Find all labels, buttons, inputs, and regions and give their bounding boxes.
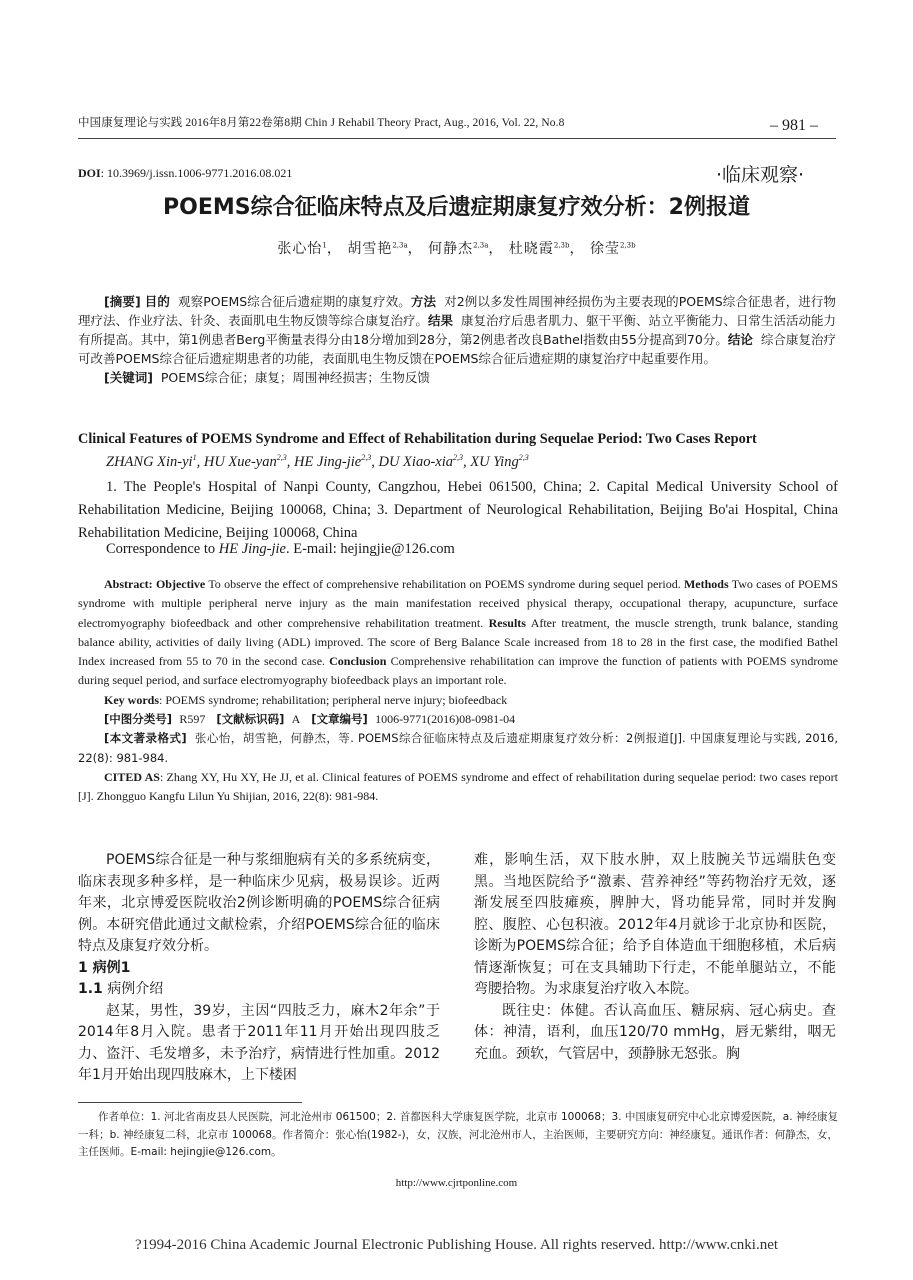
abstract-en-body [78, 575, 838, 691]
section-label: ·临床观察· [716, 164, 805, 186]
objective-label-cn: 目的 [144, 294, 170, 309]
correspondence-email: . E-mail: hejingjie@126.com [286, 541, 455, 557]
methods-label-en: Methods [683, 577, 729, 591]
author-sep: ， [407, 241, 423, 257]
author-sup: 1 [192, 453, 197, 462]
objective-label-en: Objective [155, 577, 206, 591]
results-en: After treatment, the muscle strength, trunk balance, standing balance ability, activities of daily living (ADL) improved. The score of Berg Balance Scale increased from 18 to 28 in the first case, the modified Bathel Index increased from 55 to 70 in the second case. [78, 615, 839, 669]
history-paragraph: 难，影响生活，双下肢水肿，双上肢腕关节远端肤色变黑。当地医院给予“激素、营养神经”等药物治疗无效，逐渐发展至四肢瘫痪，脾肿大，肾功能异常，同时并发胸腔、腹腔、心包积液。2012年4月就诊于北京协和医院，诊断为POEMS综合征；给予自体造血干细胞移植，术后病情逐渐恢复；可在支具辅助下行走，不能单腿站立，不能弯腰拾物。为求康复治疗收入本院。 [474, 852, 836, 997]
abstract-en [78, 575, 838, 807]
author-sep: , [286, 453, 294, 470]
conclusion-label-en: Conclusion [329, 654, 387, 669]
author-cn: 杜晓霞 [508, 241, 554, 257]
author-sup: 2,3b [619, 241, 636, 250]
correspondence-prefix: Correspondence to [106, 541, 219, 557]
subheading-case-intro [78, 979, 440, 1001]
author-sep: ， [326, 241, 342, 257]
conclusion-en: Comprehensive rehabilitation can improve the function of patients with POEMS syndrome during sequel period, and surface electromyography biofeedback plays an important role. [78, 654, 838, 688]
author-sup: 2,3b [553, 241, 570, 250]
keywords-cn [78, 368, 836, 387]
citation-cn-label: [本文著录格式] [104, 731, 187, 746]
exam-paragraph: 既往史：体健。否认高血压、糖尿病、冠心病史。查体：神清，语利，血压120/70 mmHg，唇无紫绀，咽无充血。颈软，气管居中，颈静脉无怒张。胸 [474, 1002, 836, 1062]
citation-en-label: CITED AS [104, 769, 160, 784]
author-sup: 2,3 [452, 453, 463, 462]
author-sep: , [462, 453, 471, 470]
footnote-rule [78, 1102, 302, 1103]
correspondence [106, 541, 455, 558]
subheading-text: 病例介绍 [102, 981, 164, 997]
conclusion-label-cn: 结论 [727, 332, 753, 347]
clc-value: R597 [179, 712, 206, 727]
running-head: 中国康复理论与实践 2016年8月第22卷第8期 Chin J Rehabil Theory Pract, Aug., 2016, Vol. 22, No.8 [78, 117, 565, 129]
author-sup: 2,3 [518, 453, 529, 462]
methods-en: Two cases of POEMS syndrome with multiple peripheral nerve injury as the main manifestation received physical therapy, occupational therapy, acupuncture, surface electromyography biofeedback and other comprehensive rehabilitation treatment. [78, 577, 839, 630]
doi [78, 166, 292, 181]
methods-cn: 对2例以多发性周围神经损伤为主要表现的POEMS综合征患者，进行物理疗法、作业疗法、针灸、表面肌电生物反馈等综合康复治疗。 [78, 294, 836, 328]
author-cn: 张心怡 [277, 241, 323, 257]
body-right-column [474, 850, 836, 1065]
heading-case1: 1 病例1 [78, 959, 131, 976]
keywords-label-cn: [关键词] [104, 370, 153, 385]
methods-label-cn: 方法 [410, 294, 437, 309]
keywords-en [78, 691, 838, 710]
journal-url[interactable]: http://www.cjrtponline.com [395, 1177, 518, 1189]
doi-label: DOI [78, 166, 101, 180]
copyright-notice: ?1994-2016 China Academic Journal Electronic Publishing House. All rights reserved. http://www.cnki.net [134, 1237, 779, 1253]
keywords-cn-text: POEMS综合征；康复；周围神经损害；生物反馈 [160, 370, 430, 385]
article-no-label: [文章编号] [311, 712, 368, 727]
keywords-label-en: Key words [104, 692, 159, 707]
article-no-value: 1006-9771(2016)08-0981-04 [375, 712, 516, 727]
citation-en-text: : Zhang XY, Hu XY, He JJ, et al. Clinical features of POEMS syndrome and effect of rehabilitation during sequelae period: two cases report [J]. Zhongguo Kangfu Lilun Yu Shijian, 2016, 22(8): 981-984. [78, 769, 839, 804]
author-cn: 胡雪艳 [347, 241, 393, 257]
objective-cn: 观察POEMS综合征后遗症期的康复疗效。 [178, 294, 411, 309]
author-sup: 2,3a [473, 241, 489, 250]
affiliations-en: 1. The People's Hospital of Nanpi County, Cangzhou, Hebei 061500, China; 2. Capital Medical University School of Rehabilitation Medicine, Beijing 100068, China; 3. Department of Neurological Rehabilitation, Beijing Bo'ai Hospital, China Rehabilitation Medicine, Beijing 100068, China [78, 479, 838, 541]
citation-cn-text: 张心怡，胡雪艳，何静杰，等. POEMS综合征临床特点及后遗症期康复疗效分析：2例报道[J]. 中国康复理论与实践, 2016, 22(8): 981-984. [78, 731, 838, 765]
abstract-cn-label: [摘要] [104, 294, 141, 309]
authors-en [106, 453, 529, 471]
author-sup: 1 [322, 241, 327, 250]
author-sup: 2,3 [276, 453, 287, 462]
correspondence-name: HE Jing-jie [218, 541, 286, 557]
author-sep: , [196, 453, 204, 470]
author-en: ZHANG Xin-yi [106, 453, 193, 470]
case-paragraph: 赵某，男性，39岁，主因“四肢乏力，麻木2年余”于2014年8月入院。患者于2011年11月开始出现四肢乏力、盗汗、毛发增多，未予治疗，病情进行性加重。2012年1月开始出现四肢麻木，上下楼困 [78, 1002, 440, 1083]
title-cn: POEMS综合征临床特点及后遗症期康复疗效分析：2例报道 [163, 195, 750, 220]
objective-en: To observe the effect of comprehensive rehabilitation on POEMS syndrome during sequel period. [208, 577, 681, 591]
author-sep: , [371, 453, 379, 470]
doi-value: : 10.3969/j.issn.1006-9771.2016.08.021 [100, 166, 293, 180]
header-rule [78, 138, 836, 139]
author-sup: 2,3 [361, 453, 372, 462]
subheading-number: 1.1 [78, 981, 103, 997]
doc-code-value: A [291, 712, 301, 727]
doc-code-label: [文献标识码] [216, 712, 285, 727]
author-cn: 何静杰 [428, 241, 474, 257]
author-sep: ， [488, 241, 504, 257]
intro-paragraph: POEMS综合征是一种与浆细胞病有关的多系统病变，临床表现多种多样，是一种临床少见病，极易误诊。近两年来，北京博爱医院收治2例诊断明确的POEMS综合征病例。本研究借此通过文献检索，介绍POEMS综合征的临床特点及康复疗效分析。 [78, 852, 440, 954]
abstract-en-label: Abstract: [104, 577, 153, 591]
author-sup: 2,3a [392, 241, 408, 250]
abstract-cn-body [78, 292, 836, 368]
author-en: XU Ying [470, 453, 519, 470]
author-en: HE Jing-jie [293, 453, 362, 470]
conclusion-cn: 综合康复治疗可改善POEMS综合征后遗症期患者的功能，表面肌电生物反馈在POEMS综合征后遗症期的康复治疗中起重要作用。 [78, 332, 836, 366]
title-en: Clinical Features of POEMS Syndrome and Effect of Rehabilitation during Sequelae Period: Two Cases Report [78, 431, 757, 447]
authors-cn [0, 238, 913, 258]
footnote: 作者单位：1. 河北省南皮县人民医院，河北沧州市 061500；2. 首都医科大学康复医学院，北京市 100068；3. 中国康复研究中心北京博爱医院，a. 神经康复一科；b. 神经康复二科，北京市 100068。作者简介：张心怡(1982-)，女，汉族，河北沧州市人，主治医师，主要研究方向：神经康复。通讯作者：何静杰，女，主任医师。E-mail: hejingjie@126.com。 [78, 1111, 838, 1158]
abstract-cn [78, 292, 836, 387]
citation-cn [78, 729, 838, 768]
results-label-en: Results [488, 615, 526, 630]
page-number: – 981 – [770, 117, 818, 134]
clc-label: [中图分类号] [104, 712, 173, 727]
keywords-en-text: : POEMS syndrome; rehabilitation; peripheral nerve injury; biofeedback [159, 692, 508, 707]
results-label-cn: 结果 [428, 313, 454, 328]
author-sep: ， [569, 241, 585, 257]
classification [78, 710, 838, 729]
body-left-column [78, 850, 440, 1087]
author-en: DU Xiao-xia [378, 453, 453, 470]
results-cn: 康复治疗后患者肌力、躯干平衡、站立平衡能力、日常生活活动能力有所提高。其中，第1例患者Berg平衡量表得分由18分增加到28分，第2例患者改良Bathel指数由55分提高到70分。 [78, 313, 836, 347]
author-cn: 徐莹 [589, 241, 620, 257]
citation-en [78, 768, 838, 807]
author-en: HU Xue-yan [203, 453, 277, 470]
